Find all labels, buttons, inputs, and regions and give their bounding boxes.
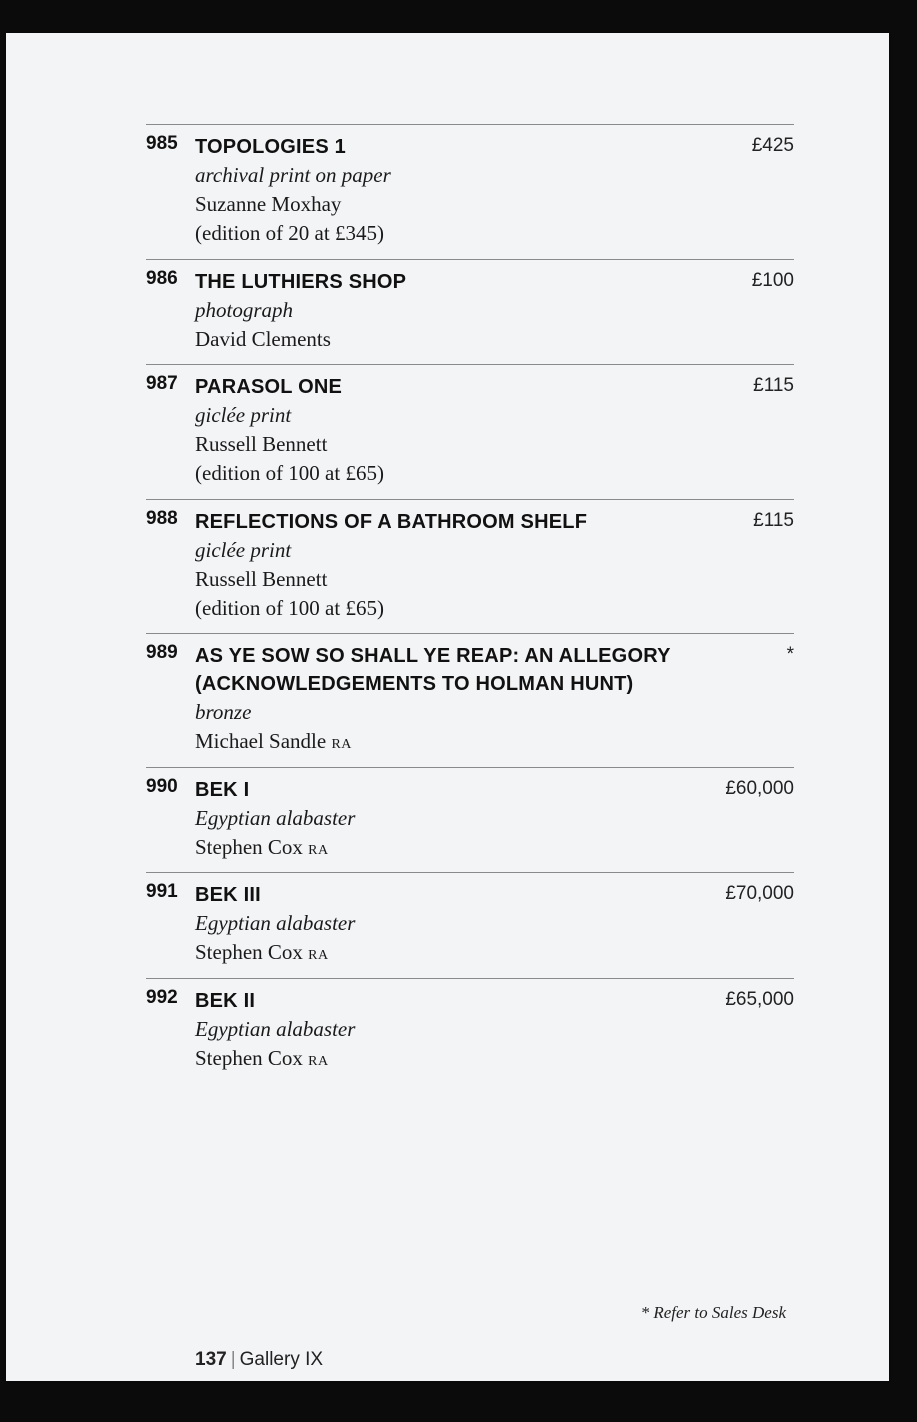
entry-title: AS YE SOW SO SHALL YE REAP: AN ALLEGORY (ACKNOWLEDGEMENTS TO HOLMAN HUNT) (195, 645, 671, 695)
entry-price: £115 (753, 510, 794, 531)
entry-artist-name: Stephen Cox (195, 835, 303, 859)
entry-artist: David Clements (195, 327, 331, 351)
entry-medium: Egyptian alabaster (195, 806, 356, 830)
entry-artist-name: Michael Sandle (195, 729, 327, 753)
entry-medium: giclée print (195, 538, 292, 562)
entry-price: £60,000 (725, 778, 794, 799)
entry-number: 986 (146, 268, 178, 289)
entry-artist-name: Stephen Cox (195, 1046, 303, 1070)
catalogue-entry (146, 872, 794, 979)
catalogue-entry (146, 364, 794, 500)
entry-price: £65,000 (725, 989, 794, 1010)
entry-price: * (786, 644, 794, 665)
page-number: 137 (195, 1349, 227, 1370)
entry-medium: photograph (195, 298, 294, 322)
entry-artist-suffix: RA (308, 948, 329, 963)
entry-artist (195, 833, 355, 865)
catalogue-entry (146, 978, 794, 1084)
entry-artist (195, 1044, 355, 1076)
entry-artist: Russell Bennett (195, 567, 328, 591)
entry-artist-suffix: RA (308, 1054, 329, 1069)
gallery-name: Gallery IX (239, 1349, 324, 1370)
entry-artist (195, 938, 355, 970)
entry-edition: (edition of 100 at £65) (195, 596, 384, 620)
catalogue-entry (146, 767, 794, 873)
entry-title: BEK I (195, 779, 250, 801)
entry-artist-name: Stephen Cox (195, 940, 303, 964)
entry-title: TOPOLOGIES 1 (195, 136, 346, 158)
entry-number: 985 (146, 133, 178, 154)
entry-price: £425 (751, 135, 794, 156)
entry-number: 990 (146, 776, 178, 797)
entry-medium: Egyptian alabaster (195, 911, 356, 935)
entry-number: 987 (146, 373, 178, 394)
entry-edition: (edition of 100 at £65) (195, 461, 384, 485)
entry-title: REFLECTIONS OF A BATHROOM SHELF (195, 511, 588, 533)
entry-medium: bronze (195, 700, 252, 724)
entry-price: £70,000 (725, 883, 794, 904)
entry-artist-suffix: RA (308, 843, 329, 858)
entry-edition: (edition of 20 at £345) (195, 221, 384, 245)
footer-separator: | (230, 1349, 236, 1370)
catalogue-page (6, 33, 889, 1381)
entry-title: THE LUTHIERS SHOP (195, 271, 407, 293)
entry-price: £115 (753, 375, 794, 396)
entry-number: 989 (146, 642, 178, 663)
entry-price: £100 (751, 270, 794, 291)
footnote: * Refer to Sales Desk (640, 1303, 786, 1322)
entry-title: BEK II (195, 990, 256, 1012)
entry-title: BEK III (195, 884, 261, 906)
entry-artist: Suzanne Moxhay (195, 192, 342, 216)
entry-medium: giclée print (195, 403, 292, 427)
entry-artist: Russell Bennett (195, 432, 328, 456)
entry-artist (195, 727, 352, 759)
catalogue-entry (146, 633, 794, 768)
page-footer (195, 1349, 323, 1371)
catalogue-entry (146, 499, 794, 634)
entry-number: 991 (146, 881, 178, 902)
entry-title: PARASOL ONE (195, 376, 343, 398)
entry-number: 992 (146, 987, 178, 1008)
catalogue-entry (146, 259, 794, 365)
entry-number: 988 (146, 508, 178, 529)
catalogue-entry (146, 124, 794, 260)
entry-medium: archival print on paper (195, 163, 391, 187)
entry-medium: Egyptian alabaster (195, 1017, 356, 1041)
entry-artist-suffix: RA (331, 737, 352, 752)
